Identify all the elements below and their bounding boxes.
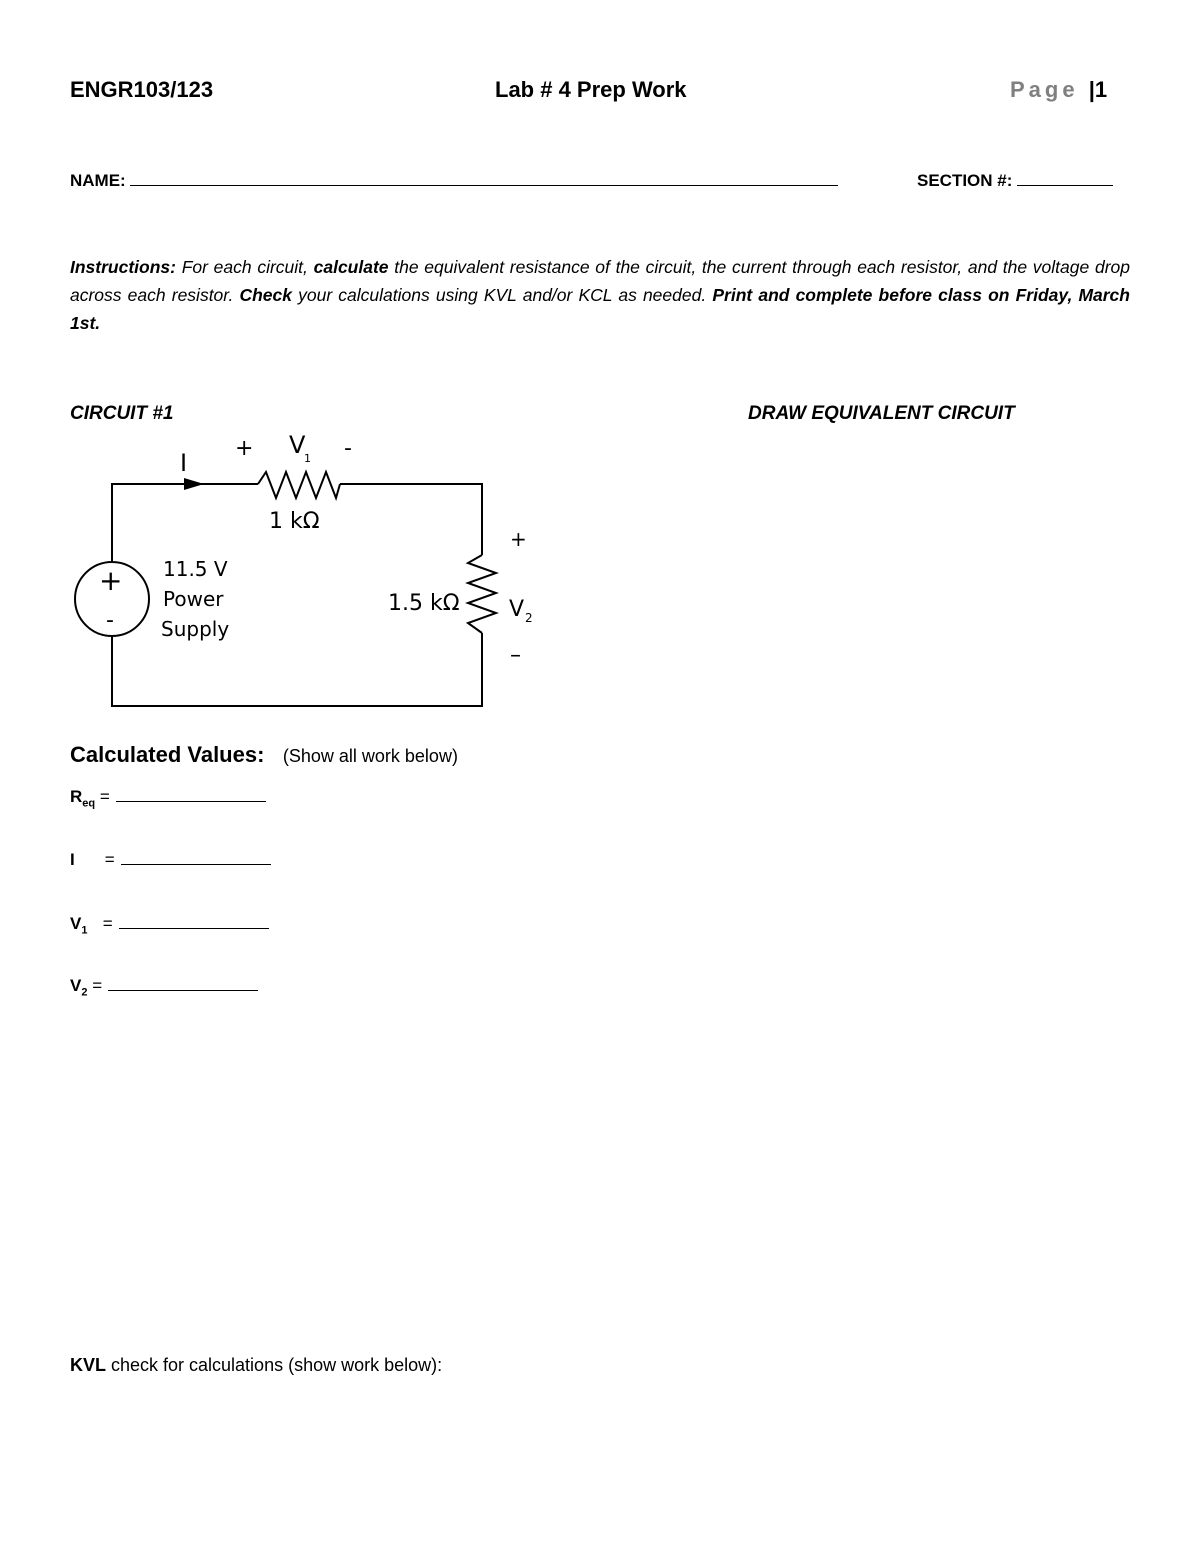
- req-equals: =: [99, 787, 110, 806]
- course-code: ENGR103/123: [70, 77, 214, 102]
- v2-plus-sign: +: [510, 527, 527, 551]
- v2-equals: =: [92, 976, 103, 995]
- source-plus-sign: +: [99, 564, 123, 597]
- v1-blank[interactable]: [119, 912, 269, 929]
- page-title: Lab # 4 Prep Work: [495, 77, 687, 102]
- circuit-diagram: [0, 0, 1200, 760]
- v2-value-label-sub: 2: [81, 986, 88, 999]
- v1-equals: =: [102, 914, 113, 933]
- calculated-values-title: Calculated Values:: [70, 742, 265, 767]
- calculated-values-heading: [70, 742, 458, 768]
- source-label-supply: Supply: [161, 617, 230, 641]
- section-label: SECTION #:: [917, 171, 1013, 190]
- source-label-power: Power: [163, 587, 224, 611]
- instructions-lead: Instructions:: [70, 257, 176, 277]
- i-blank[interactable]: [121, 848, 271, 865]
- v1-row: [70, 912, 269, 936]
- req-blank[interactable]: [116, 785, 266, 802]
- v1-minus-sign: -: [344, 436, 352, 461]
- v2-subscript: 2: [525, 611, 533, 625]
- resistor-r1-icon: [258, 472, 340, 498]
- name-label: NAME:: [70, 171, 126, 190]
- v2-value-label-text: V: [70, 976, 82, 995]
- current-arrow-icon: [184, 478, 204, 490]
- wire-bottom: [112, 633, 482, 706]
- i-label: I: [70, 850, 75, 869]
- r1-value: 1 kΩ: [269, 509, 320, 534]
- instructions-bold-deadline: Print and complete before class on Friday, March 1st.: [70, 285, 1130, 333]
- v2-label: V: [509, 597, 525, 622]
- v1-label: V: [289, 431, 306, 459]
- instructions-bold-calculate: calculate: [313, 257, 389, 277]
- calculated-values-note: (Show all work below): [282, 746, 458, 766]
- source-voltage: 11.5 V: [163, 557, 228, 581]
- instructions-text-2: the equivalent resistance of the circuit, the current through each resistor, and the voltage drop across each resistor.: [70, 257, 1130, 305]
- resistor-r2-icon: [468, 555, 496, 633]
- kvl-check-heading: [70, 1355, 442, 1376]
- v1-value-label: [70, 914, 98, 936]
- i-row: [70, 848, 271, 870]
- source-minus-sign: -: [106, 608, 114, 633]
- kvl-text: check for calculations (show work below):: [106, 1355, 443, 1375]
- instructions-bold-check: Check: [239, 285, 292, 305]
- v1-value-label-sub: 1: [81, 924, 88, 937]
- req-row: [70, 785, 266, 809]
- v2-value-label: [70, 976, 87, 998]
- v2-minus-sign: –: [510, 643, 521, 668]
- v2-blank[interactable]: [108, 974, 258, 991]
- r2-value: 1.5 kΩ: [388, 591, 460, 616]
- v1-plus-sign: +: [235, 436, 254, 461]
- instructions-text-3: your calculations using KVL and/or KCL as needed.: [292, 285, 713, 305]
- req-label: [70, 787, 95, 809]
- v2-row: [70, 974, 258, 998]
- page-separator: |: [1088, 77, 1095, 102]
- req-label-text: R: [70, 787, 83, 806]
- circuit-title: CIRCUIT #1: [70, 403, 174, 424]
- v1-value-label-text: V: [70, 914, 82, 933]
- wire-top-left: [112, 484, 258, 563]
- equivalent-circuit-title: DRAW EQUIVALENT CIRCUIT: [748, 403, 1015, 424]
- v1-subscript: 1: [304, 452, 311, 465]
- page-word: Page: [1010, 77, 1079, 102]
- current-label: I: [180, 449, 188, 477]
- req-label-sub: eq: [82, 797, 96, 810]
- wire-top-right: [340, 484, 482, 555]
- instructions-text-1: For each circuit,: [175, 257, 314, 277]
- i-equals: =: [104, 850, 115, 869]
- page-number: 1: [1094, 77, 1108, 102]
- kvl-bold: KVL: [70, 1355, 106, 1375]
